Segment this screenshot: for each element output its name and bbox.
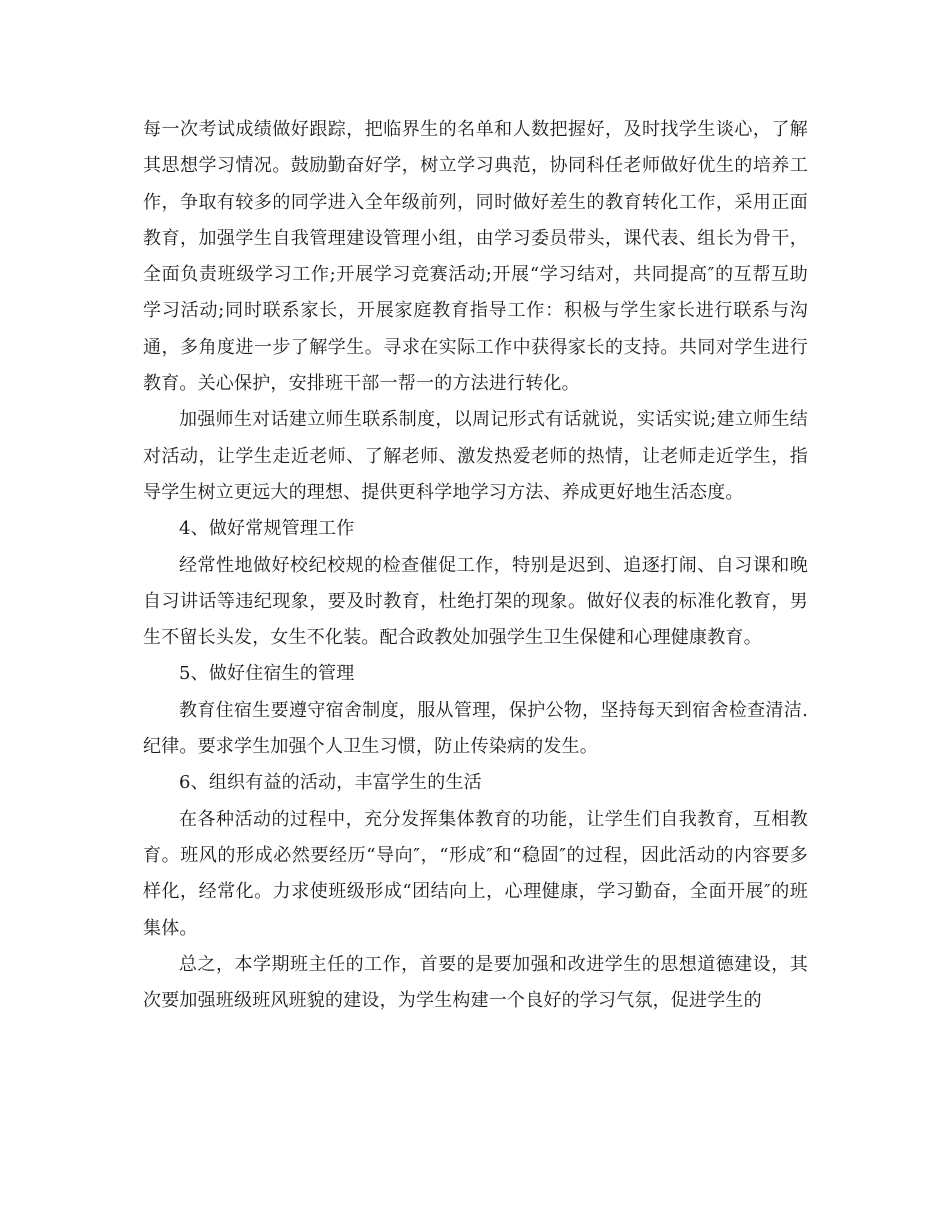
section-heading-activities: 6、组织有益的活动，丰富学生的生活 [179, 772, 482, 794]
section-heading-routine-management: 4、做好常规管理工作 [179, 518, 355, 540]
section-heading-boarding-students: 5、做好住宿生的管理 [179, 663, 355, 685]
paragraph-teacher-student-dialogue: 加强师生对话建立师生联系制度，以周记形式有话就说，实话实说;建立师生结对活动，让学生走近老师、了解老师、激发热爱老师的热情，让老师走近学生，指导学生树立更远大的理想、提供更科学地学习方法、养成更好地生活态度。 [143, 409, 808, 503]
paragraph-summary: 总之，本学期班主任的工作，首要的是要加强和改进学生的思想道德建设，其次要加强班级班风班貌的建设，为学生构建一个良好的学习气氛，促进学生的 [143, 953, 808, 1012]
paragraph-activities: 在各种活动的过程中，充分发挥集体教育的功能，让学生们自我教育，互相教育。班风的形成必然要经历“导向″，“形成″和“稳固″的过程，因此活动的内容要多样化，经常化。力求使班级形成“团结向上，心理健康，学习勤奋，全面开展″的班集体。 [143, 808, 808, 939]
document-body [143, 112, 808, 1019]
paragraph-boarding-students: 教育住宿生要遵守宿舍制度，服从管理，保护公物，坚持每天到宿舍检查清洁.纪律。要求学生加强个人卫生习惯，防止传染病的发生。 [143, 699, 808, 758]
paragraph-routine-management: 经常性地做好校纪校规的检查催促工作，特别是迟到、追逐打闹、自习课和晚自习讲话等违纪现象，要及时教育，杜绝打架的现象。做好仪表的标准化教育，男生不留长头发，女生不化装。配合政教处加强学生卫生保健和心理健康教育。 [143, 554, 808, 649]
paragraph-student-tracking: 每一次考试成绩做好跟踪，把临界生的名单和人数把握好，及时找学生谈心，了解其思想学习情况。鼓励勤奋好学，树立学习典范，协同科任老师做好优生的培养工作，争取有较多的同学进入全年级前列，同时做好差生的教育转化工作，采用正面教育，加强学生自我管理建设管理小组，由学习委员带头，课代表、组长为骨干，全面负责班级学习工作;开展学习竞赛活动;开展“学习结对，共同提高″的互帮互助学习活动;同时联系家长，开展家庭教育指导工作：积极与学生家长进行联系与沟通，多角度进一步了解学生。寻求在实际工作中获得家长的支持。共同对学生进行教育。关心保护，安排班干部一帮一的方法进行转化。 [143, 119, 808, 395]
